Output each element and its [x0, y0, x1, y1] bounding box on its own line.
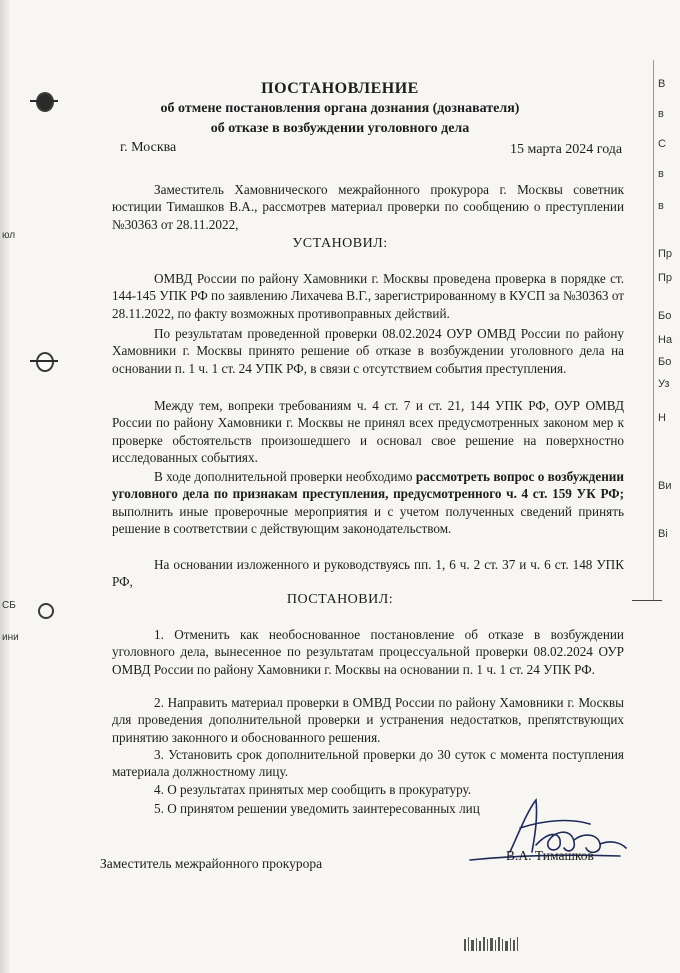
document-title: ПОСТАНОВЛЕНИЕ	[261, 80, 419, 97]
right-margin-fragment: Ви	[658, 480, 672, 492]
heading-established: УСТАНОВИЛ:	[292, 236, 388, 251]
signatory-title: Заместитель межрайонного прокурора	[100, 856, 323, 871]
right-margin-fragment: Пр	[658, 248, 673, 260]
right-margin-fragment: Н	[658, 412, 666, 424]
resolution-item: 4. О результатах принятых мер сообщить в прокуратуру.	[154, 782, 472, 797]
additional-check-paragraph	[112, 468, 624, 538]
finding-paragraph: По результатам проведенной проверки 08.02.2024 ОУР ОМВД России по району Хамовники г. Москвы принято решение об отказе в возбуждении уголовного дела на основании п. 1 ч. 1 ст. 24 УПК РФ, в связи с отсутствием события преступления.	[112, 326, 624, 376]
right-margin-column	[653, 60, 680, 600]
document-subtitle-line1: об отмене постановления органа дознания (дознавателя)	[160, 101, 520, 116]
right-margin-fragment: Бо	[658, 310, 672, 322]
right-margin-fragment: Пр	[658, 272, 673, 284]
document-city: г. Москва	[120, 140, 177, 155]
right-margin-fragment: в	[658, 168, 664, 180]
left-margin-fragment: СБ	[2, 600, 16, 611]
additional-check-text: В ходе дополнительной проверки необходимо	[154, 469, 416, 484]
right-margin-fragment: В	[658, 78, 666, 90]
right-margin-fragment: Ві	[658, 528, 668, 540]
resolution-item: 1. Отменить как необоснованное постановление об отказе в возбуждении уголовного дела, вынесенное по результатам процессуальной проверки 08.02.2024 ОУР ОМВД России по району Хамовники г. Москвы на основании п. 1 ч. 1 ст. 24 УПК РФ.	[112, 627, 624, 677]
right-margin-fragment: На	[658, 334, 673, 346]
heading-resolved: ПОСТАНОВИЛ:	[286, 592, 394, 607]
signatory-name: В.А. Тимашков	[506, 848, 594, 863]
right-margin-fragment: Уз	[658, 378, 670, 390]
right-margin-fragment: С	[658, 138, 666, 150]
right-margin-fragment: в	[658, 108, 664, 120]
left-margin-fragment: ини	[2, 632, 19, 643]
basis-paragraph: На основании изложенного и руководствуясь пп. 1, 6 ч. 2 ст. 37 и ч. 6 ст. 148 УПК РФ,	[112, 557, 624, 590]
intro-paragraph: Заместитель Хамовнического межрайонного прокурора г. Москвы советник юстиции Тимашков В.А., рассмотрев материал проверки по сообщению о преступлении №30363 от 28.11.2022,	[112, 182, 624, 232]
barcode-mark	[462, 935, 522, 955]
right-margin-fragment: в	[658, 200, 664, 212]
punch-hole-middle	[36, 352, 54, 372]
finding-paragraph: Между тем, вопреки требованиям ч. 4 ст. 7 и ст. 21, 144 УПК РФ, ОУР ОМВД России по району Хамовники г. Москвы не принял всех предусмотренных законом мер к проверке обстоятельств произошедшего и основал свое решение на поверхностно исследованных событиях.	[112, 398, 624, 466]
left-margin-fragment: юл	[2, 230, 16, 241]
resolution-item: 5. О принятом решении уведомить заинтересованных лиц	[154, 801, 480, 816]
finding-paragraph: ОМВД России по району Хамовники г. Москвы проведена проверка в порядке ст. 144-145 УПК РФ по заявлению Лихачева В.Г., зарегистрированному в КУСП за №30363 от 28.11.2022, по факту возможных противоправных действий.	[112, 271, 624, 321]
document-date: 15 марта 2024 года	[510, 142, 623, 157]
binder-strip	[0, 0, 10, 973]
additional-check-emphasis: рассмотреть вопрос о возбуждении уголовного дела по признакам преступления, предусмотренного ч. 4 ст. 159 УК РФ;	[112, 469, 624, 502]
additional-check-text: выполнить иные проверочные мероприятия и с учетом полученных сведений принять решение в соответствии с действующим законодательством.	[112, 503, 624, 537]
resolution-item: 2. Направить материал проверки в ОМВД России по району Хамовники г. Москвы для проведения дополнительной проверки и устранения недостатков, препятствующих принятию законного и обоснованного решения.	[112, 695, 624, 745]
resolution-item: 3. Установить срок дополнительной проверки до 30 суток с момента поступления материала должностному лицу.	[112, 747, 624, 780]
document-subtitle-line2: об отказе в возбуждении уголовного дела	[210, 121, 470, 136]
right-margin-fragment: Бо	[658, 356, 672, 368]
